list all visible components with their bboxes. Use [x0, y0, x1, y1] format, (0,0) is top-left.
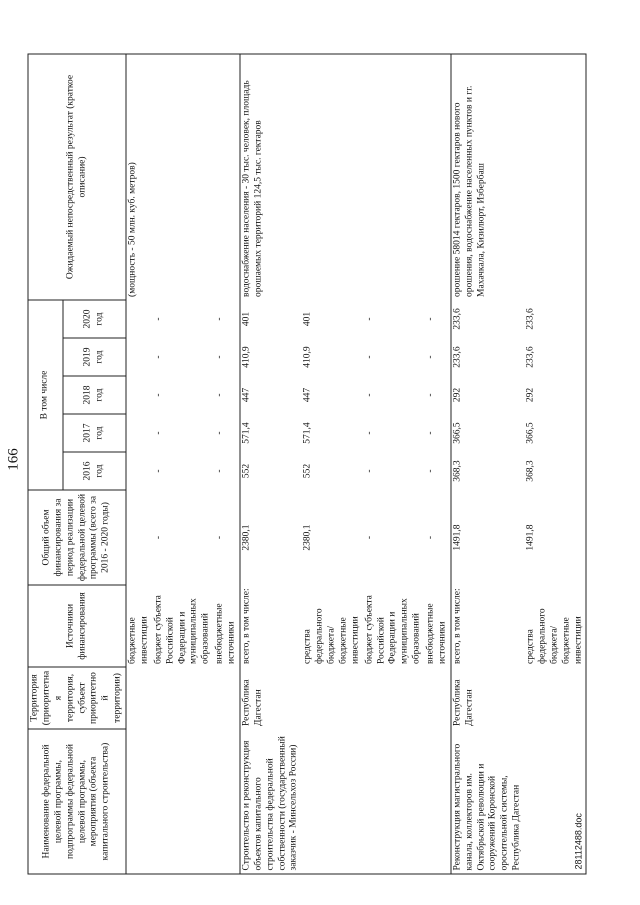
header-row-1	[28, 54, 63, 874]
cell-total: -	[425, 535, 436, 540]
cell-y2020: 401	[240, 300, 302, 338]
cell-territory	[152, 667, 213, 729]
cell-y2016: 368,3	[525, 452, 587, 490]
cell-name	[152, 729, 213, 874]
table-row	[126, 54, 152, 874]
cell-territory	[425, 667, 451, 729]
table-row	[451, 54, 525, 874]
cell-y2020	[126, 300, 152, 338]
table-row	[302, 54, 363, 874]
cell-source: внебюджетные источники	[214, 603, 237, 664]
cell-y2016: -	[364, 469, 375, 473]
header-2020: 2020 год	[63, 300, 126, 338]
cell-y2017: 366,5	[451, 414, 525, 452]
cell-total: 2380,1	[302, 524, 313, 551]
cell-territory	[214, 667, 240, 729]
cell-result	[214, 54, 240, 300]
cell-y2020: -	[425, 317, 436, 321]
cell-y2018: -	[364, 393, 375, 397]
cell-y2019: 233,6	[451, 338, 525, 376]
cell-total: 2380,1	[240, 490, 302, 585]
cell-name: Строительство и реконструкция объектов капитального строительства федеральной собственности (государственный заказчик - Минсельхоз России)	[240, 729, 302, 874]
cell-territory	[302, 667, 363, 729]
table-row	[525, 54, 587, 874]
cell-y2019	[126, 338, 152, 376]
cell-y2016: -	[214, 469, 225, 473]
cell-name	[302, 729, 363, 874]
cell-y2016: 368,3	[451, 452, 525, 490]
cell-y2017: 366,5	[525, 414, 587, 452]
cell-y2017: 571,4	[302, 422, 313, 444]
cell-total: 1491,8	[451, 490, 525, 585]
cell-y2019: -	[214, 355, 225, 359]
cell-y2018: -	[153, 393, 164, 397]
cell-name: Реконструкция магистрального канала, коллекторов им. Октябрьской революции и сооружений Коронской оросительной системы, Республика Дагестан	[451, 729, 525, 874]
cell-total: -	[214, 535, 225, 540]
cell-territory	[525, 667, 587, 729]
cell-result	[152, 54, 213, 300]
header-name: Наименование федеральной целевой программы, подпрограммы федеральной целевой программы, мероприятия (объекта капитального строительства)	[28, 729, 126, 874]
cell-total: 1491,8	[525, 490, 587, 585]
header-result: Ожидаемый непосредственный результат (краткое описание)	[28, 54, 126, 300]
header-in-that-number: В том числе	[28, 300, 63, 490]
cell-y2016: 552	[302, 463, 313, 479]
table-row	[425, 54, 451, 874]
cell-name	[363, 729, 424, 874]
cell-source: средства федерального бюджета/ бюджетные инвестиции	[302, 608, 361, 664]
cell-y2017	[126, 414, 152, 452]
footer-filename: 28112488.doc	[573, 813, 584, 870]
cell-total: -	[153, 535, 164, 540]
header-2016: 2016 год	[63, 452, 126, 490]
cell-y2018	[126, 376, 152, 414]
cell-source: внебюджетные источники	[425, 603, 448, 664]
cell-name	[126, 729, 152, 874]
cell-y2019: 410,9	[240, 338, 302, 376]
cell-y2018: -	[214, 393, 225, 397]
header-territory: Территория (приоритетная территория, субъект приоритетной территории)	[28, 667, 126, 729]
header-sources: Источники финансирования	[28, 585, 126, 667]
cell-y2019: -	[425, 355, 436, 359]
header-2018: 2018 год	[63, 376, 126, 414]
cell-y2018: 447	[302, 387, 313, 403]
table-row	[152, 54, 213, 874]
cell-result: (мощность - 50 млн. куб. метров)	[126, 54, 152, 300]
cell-y2017: -	[214, 431, 225, 435]
cell-territory: Республика Дагестан	[451, 667, 525, 729]
cell-y2018: 292	[451, 376, 525, 414]
page-number: 166	[5, 448, 22, 471]
cell-source: бюджет субъекта Российской Федерации и муниципальных образований	[364, 595, 422, 664]
cell-y2016: -	[153, 469, 164, 473]
cell-territory	[126, 667, 152, 729]
cell-y2020: 233,6	[451, 300, 525, 338]
cell-y2016	[126, 452, 152, 490]
table-row	[214, 54, 240, 874]
cell-source: всего, в том числе:	[240, 585, 302, 667]
cell-result: орошение 58014 гектаров, 1500 гектаров нового орошения, водоснабжение населенных пунктов и гг. Махачкала, Кизилюрт, Избербаш	[451, 54, 525, 300]
cell-y2020: -	[364, 317, 375, 321]
cell-name	[214, 729, 240, 874]
cell-y2017: -	[425, 431, 436, 435]
cell-y2018: -	[425, 393, 436, 397]
header-total: Общий объем финансирования за период реализации федеральной целевой программы (всего за 2016 - 2020 годы)	[28, 490, 126, 585]
cell-y2019: -	[364, 355, 375, 359]
table-body	[126, 54, 586, 874]
cell-y2016: 552	[240, 452, 302, 490]
cell-y2020: 233,6	[525, 300, 587, 338]
cell-y2019: 410,9	[302, 346, 313, 368]
cell-source: всего, в том числе:	[451, 585, 525, 667]
table-row	[363, 54, 424, 874]
cell-y2017: 571,4	[240, 414, 302, 452]
header-2017: 2017 год	[63, 414, 126, 452]
table-row	[240, 54, 302, 874]
cell-y2019: -	[153, 355, 164, 359]
cell-y2019: 233,6	[525, 338, 587, 376]
cell-result	[363, 54, 424, 300]
cell-result: водоснабжение населения - 30 тыс. человек, площадь орошаемых территорий 124,5 тыс. гектаров	[240, 54, 302, 300]
cell-y2018: 292	[525, 376, 587, 414]
cell-result	[425, 54, 451, 300]
cell-territory: Республика Дагестан	[240, 667, 302, 729]
cell-source: бюджетные инвестиции	[127, 616, 150, 664]
cell-source: средства федерального бюджета/ бюджетные инвестиции	[525, 585, 587, 667]
cell-total: -	[364, 535, 375, 540]
cell-y2018: 447	[240, 376, 302, 414]
financing-table	[28, 53, 587, 874]
cell-result	[525, 54, 587, 300]
cell-name	[425, 729, 451, 874]
cell-y2016: -	[425, 469, 436, 473]
rotated-page	[0, 30, 595, 890]
cell-total	[126, 490, 152, 585]
cell-y2020: -	[153, 317, 164, 321]
cell-y2020: 401	[302, 311, 313, 327]
cell-y2017: -	[364, 431, 375, 435]
cell-y2020: -	[214, 317, 225, 321]
cell-source: бюджет субъекта Российской Федерации и муниципальных образований	[153, 595, 211, 664]
cell-y2017: -	[153, 431, 164, 435]
header-2019: 2019 год	[63, 338, 126, 376]
cell-territory	[363, 667, 424, 729]
cell-result	[302, 54, 363, 300]
